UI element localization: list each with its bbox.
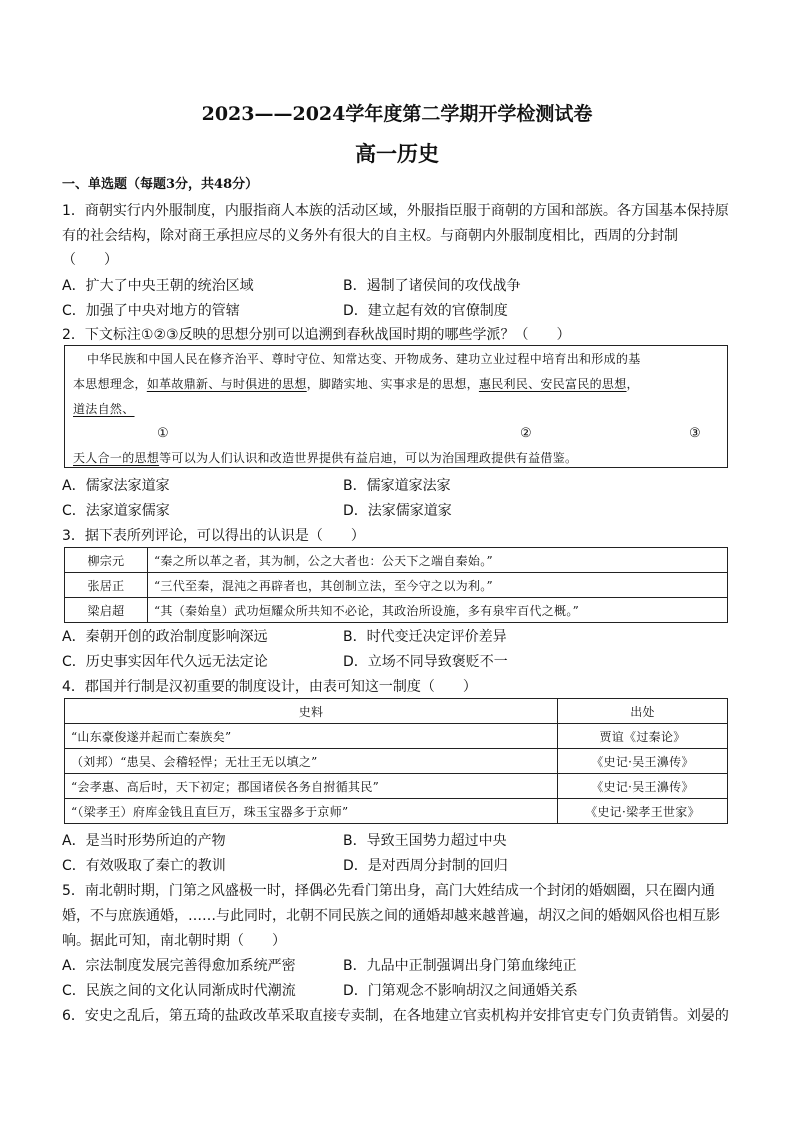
- section-heading: 一、单选题（每题3分，共48分）: [62, 177, 259, 192]
- q4-option-b: B．导致王国势力超过中央: [343, 833, 507, 849]
- q4-source-cell: 《史记·吴王濞传》: [558, 749, 728, 774]
- q4-option-c: C．有效吸取了秦亡的教训: [62, 858, 226, 874]
- q2-quote-line5: 天人合一的思想等可以为人们认识和改造世界提供有益启迪，可以为治国理政提供有益借鉴。: [73, 451, 578, 465]
- q2-marker-2: ②: [520, 426, 532, 441]
- q5-option-c: C．民族之间的文化认同渐成时代潮流: [62, 983, 296, 999]
- q2-marker-1: ①: [157, 426, 169, 441]
- q2-marker-3: ③: [689, 426, 701, 441]
- q1-stem-line2: 有的社会结构，除对商王承担应尽的义务外有很大的自主权。与商朝内外服制度相比，西周的分封制: [62, 228, 678, 244]
- q4-text-cell: “会孝惠、高后时，天下初定；郡国诸侯各务自拊循其民”: [65, 774, 558, 799]
- q5-stem-line1: 5．南北朝时期，门第之风盛极一时，择偶必先看门第出身，高门大姓结成一个封闭的婚姻圈，只在圈内通: [62, 883, 715, 899]
- q3-name-cell: 柳宗元: [65, 548, 148, 573]
- q5-option-d: D．门第观念不影响胡汉之间通婚关系: [343, 983, 578, 999]
- table-row: [65, 573, 728, 598]
- q1-stem-line3: （ ）: [62, 252, 118, 268]
- q3-table: [64, 547, 728, 623]
- q3-comment-cell: “其（秦始皇）武功烜耀众所共知不必论，其政治所设施，多有泉牢百代之概。”: [148, 598, 728, 623]
- table-row: [65, 774, 728, 799]
- q2-quote-line1: 中华民族和中国人民在修齐治平、尊时守位、知常达变、开物成务、建功立业过程中培育出和形成的基: [87, 352, 641, 366]
- q5-stem-line3: 响。据此可知，南北朝时期（ ）: [62, 933, 286, 949]
- q2-quote-box: [64, 345, 728, 468]
- q4-source-cell: 贾谊《过秦论》: [558, 724, 728, 749]
- table-row: [65, 749, 728, 774]
- q4-source-cell: 《史记·吴王濞传》: [558, 774, 728, 799]
- q1-option-d: D．建立起有效的官僚制度: [343, 303, 508, 319]
- q2-underline-2: 惠民利民、安民富民的思想: [478, 377, 627, 391]
- q6-stem-line1: 6．安史之乱后，第五琦的盐政改革采取直接专卖制，在各地建立官卖机构并安排官吏专门负责销售。刘晏的: [62, 1008, 729, 1024]
- q4-header-origin: 出处: [558, 699, 728, 724]
- q2-option-c: C．法家道家儒家: [62, 503, 170, 519]
- subject-title: 高一历史: [355, 141, 439, 166]
- q4-source-cell: 《史记·梁孝王世家》: [558, 799, 728, 824]
- q4-stem: 4．郡国并行制是汉初重要的制度设计，由表可知这一制度（ ）: [62, 679, 477, 695]
- table-header-row: [65, 699, 728, 724]
- table-row: [65, 548, 728, 573]
- q2-option-d: D．法家儒家道家: [343, 503, 452, 519]
- q1-option-c: C．加强了中央对地方的管辖: [62, 303, 240, 319]
- table-row: [65, 598, 728, 623]
- q1-stem-line1: 1．商朝实行内外服制度，内服指商人本族的活动区域，外服指臣服于商朝的方国和部族。各方国基本保持原: [62, 203, 729, 219]
- q4-table: [64, 698, 728, 824]
- q4-header-source-text: 史料: [65, 699, 558, 724]
- q3-option-d: D．立场不同导致褒贬不一: [343, 654, 508, 670]
- q2-underline-1: 如革故鼎新、与时俱进的思想: [146, 377, 307, 391]
- q3-comment-cell: “秦之所以革之者，其为制，公之大者也：公天下之端自秦始。”: [148, 548, 728, 573]
- exam-title: 2023——2024学年度第二学期开学检测试卷: [201, 103, 593, 125]
- q4-option-a: A．是当时形势所迫的产物: [62, 833, 226, 849]
- q2-option-b: B．儒家道家法家: [343, 478, 451, 494]
- q2-underline-3: 天人合一的思想: [73, 451, 160, 465]
- q2-stem: 2．下文标注①②③反映的思想分别可以追溯到春秋战国时期的哪些学派？（ ）: [62, 327, 571, 343]
- q3-comment-cell: “三代至秦，混沌之再辟者也，其创制立法，至今守之以为利。”: [148, 573, 728, 598]
- table-row: [65, 799, 728, 824]
- q3-option-a: A．秦朝开创的政治制度影响深远: [62, 629, 268, 645]
- q3-name-cell: 梁启超: [65, 598, 148, 623]
- q4-text-cell: “山东豪俊遂并起而亡秦族矣”: [65, 724, 558, 749]
- q5-option-b: B．九品中正制强调出身门第血缘纯正: [343, 958, 577, 974]
- q4-option-d: D．是对西周分封制的回归: [343, 858, 508, 874]
- q3-option-b: B．时代变迁决定评价差异: [343, 629, 507, 645]
- q5-option-a: A．宗法制度发展完善得愈加系统严密: [62, 958, 296, 974]
- q1-option-a: A．扩大了中央王朝的统治区域: [62, 278, 254, 294]
- q2-quote-line3: 道法自然、: [73, 402, 135, 416]
- q5-stem-line2: 婚，不与庶族通婚，……与此同时，北朝不同民族之间的通婚却越来越普遍，胡汉之间的婚姻风俗也相互影: [62, 908, 720, 924]
- table-row: [65, 724, 728, 749]
- q1-option-b: B．遏制了诸侯间的攻伐战争: [343, 278, 521, 294]
- q3-name-cell: 张居正: [65, 573, 148, 598]
- q3-option-c: C．历史事实因年代久远无法定论: [62, 654, 268, 670]
- q2-option-a: A．儒家法家道家: [62, 478, 170, 494]
- q2-quote-line2: 本思想理念，如革故鼎新、与时俱进的思想，脚踏实地、实事求是的思想，惠民利民、安民富民的思想，: [73, 377, 639, 391]
- q4-text-cell: “（梁孝王）府库金钱且直巨万，珠玉宝器多于京师”: [65, 799, 558, 824]
- q3-stem: 3．据下表所列评论，可以得出的认识是（ ）: [62, 528, 365, 544]
- q4-text-cell: （刘邦）“患吴、会稽轻悍；无壮王无以填之”: [65, 749, 558, 774]
